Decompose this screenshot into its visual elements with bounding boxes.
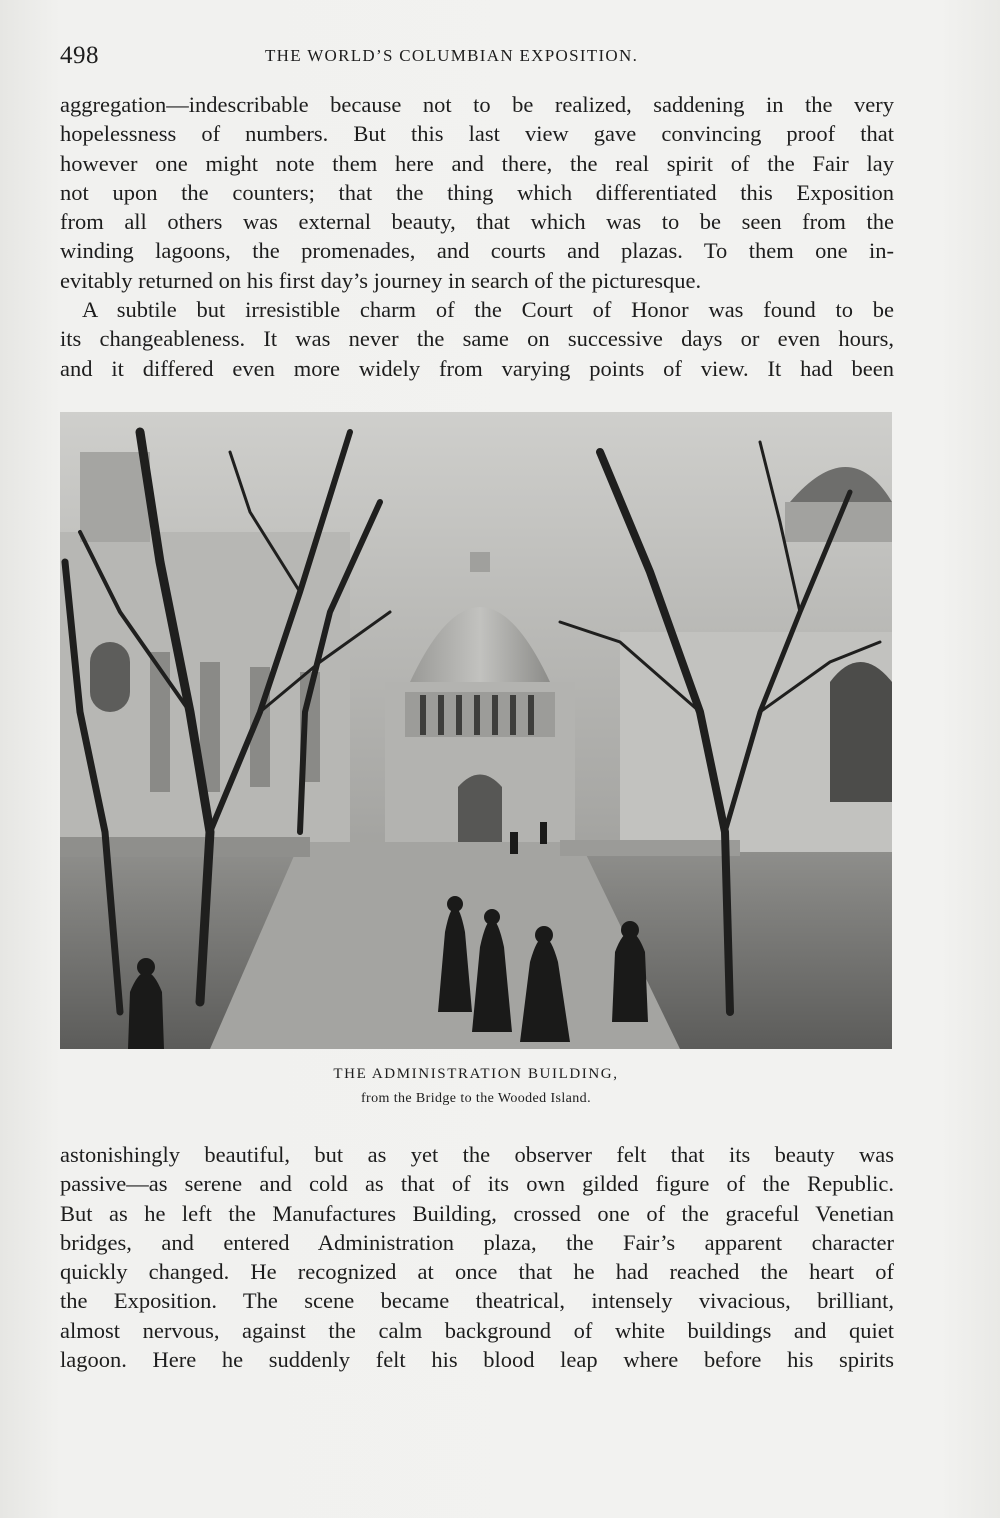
running-title: THE WORLD’S COLUMBIAN EXPOSITION. <box>265 46 639 65</box>
text-line: the Exposition. The scene became theatrical, intensely vivacious, brilliant, <box>60 1288 894 1314</box>
figure-caption-subtitle: from the Bridge to the Wooded Island. <box>361 1091 591 1106</box>
text-line: bridges, and entered Administration plaza, the Fair’s apparent character <box>60 1229 894 1255</box>
administration-building-photo <box>60 412 892 1049</box>
page-number: 498 <box>60 42 99 69</box>
text-line: But as he left the Manufactures Building, crossed one of the graceful Venetian <box>60 1200 894 1226</box>
figure-caption-title: THE ADMINISTRATION BUILDING, <box>333 1066 619 1082</box>
text-line: quickly changed. He recognized at once that he had reached the heart of <box>60 1259 894 1285</box>
text-line: hopelessness of numbers. But this last view gave convincing proof that <box>60 121 894 147</box>
photo-illustration <box>60 412 892 1049</box>
text-line: almost nervous, against the calm background of white buildings and quiet <box>60 1317 894 1343</box>
text-line: however one might note them here and there, the real spirit of the Fair lay <box>60 150 894 176</box>
text-line: evitably returned on his first day’s journey in search of the picturesque. <box>60 267 702 293</box>
text-line: winding lagoons, the promenades, and courts and plazas. To them one in- <box>60 238 894 264</box>
bottom-paragraph <box>60 1140 894 1374</box>
text-line: passive—as serene and cold as that of its own gilded figure of the Republic. <box>60 1171 894 1197</box>
text-line: not upon the counters; that the thing which differentiated this Exposition <box>60 179 894 205</box>
running-head <box>60 42 892 72</box>
text-line: aggregation—indescribable because not to be realized, saddening in the very <box>60 92 894 117</box>
text-line: lagoon. Here he suddenly felt his blood leap where before his spirits <box>60 1347 894 1373</box>
top-paragraph <box>60 90 894 383</box>
text-line: its changeableness. It was never the same on successive days or even hours, <box>60 326 894 352</box>
text-line: A subtile but irresistible charm of the Court of Honor was found to be <box>82 297 894 323</box>
text-line: from all others was external beauty, that which was to be seen from the <box>60 209 894 235</box>
text-line: and it differed even more widely from varying points of view. It had been <box>60 355 894 381</box>
text-line: astonishingly beautiful, but as yet the observer felt that its beauty was <box>60 1142 894 1167</box>
